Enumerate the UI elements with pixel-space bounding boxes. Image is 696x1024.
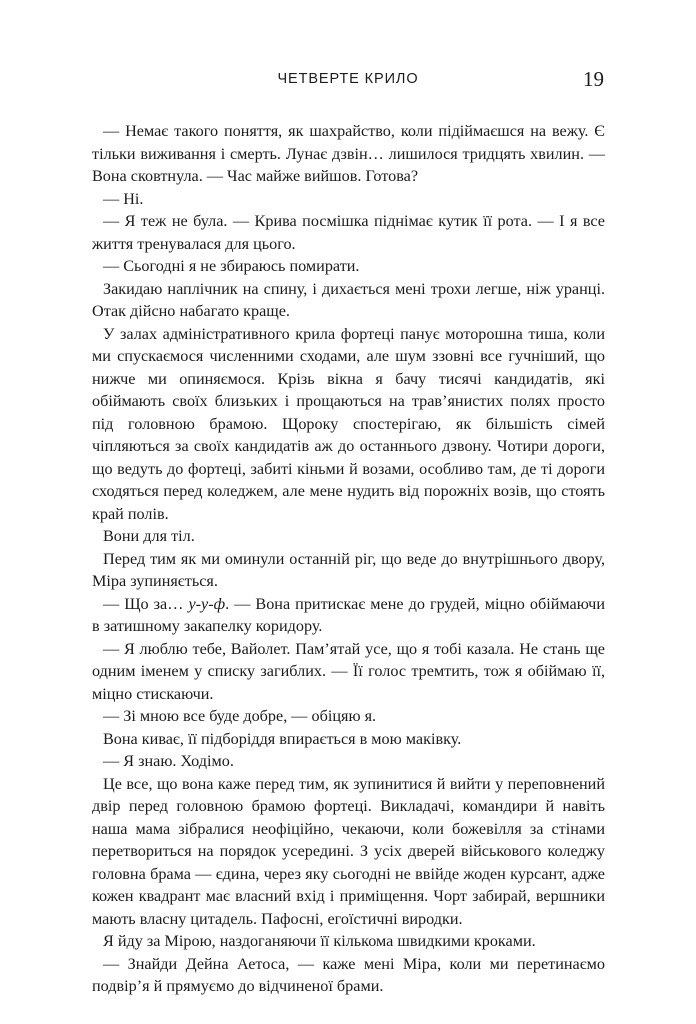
page-number: 19	[583, 67, 604, 91]
paragraph: Я йду за Мірою, наздоганяючи її кількома швидкими кроками.	[103, 932, 536, 950]
paragraph: Вона киває, її підборіддя впирається в мою маківку.	[103, 729, 462, 748]
paragraph: Вони для тіл.	[103, 527, 195, 545]
running-title: ЧЕТВЕРТЕ КРИЛО	[277, 71, 419, 87]
paragraph: — Зі мною все буде добре, — обіцяю я.	[103, 707, 377, 725]
paragraph: — Знайди Дейна Аетоса, — каже мені Міра, коли ми перетинаємо подвір’я й прямуємо до відчиненої брами.	[92, 954, 605, 995]
paragraph: — Я теж не була. — Крива посмішка піднімає кутик її рота. — І я все життя тренувалася для цього.	[92, 212, 605, 253]
paragraph: Закидаю наплічник на спину, і дихається мені трохи легше, ніж уранці. Отак дійсно набагато краще.	[92, 279, 605, 320]
paragraph-text: . — Вона притискає мене до грудей, міцно обіймаючи в затишному закапелку коридору.	[92, 594, 605, 635]
emphasis-text: у-у-ф	[188, 594, 226, 613]
paragraph: У залах адміністративного крила фортеці панує моторошна тиша, коли ми спускаємося численними сходами, але шум ззовні все гучніший, що нижче ми опиняємося. Крізь вікна я бачу тисячі кандидатів, які обіймають своїх близьких і прощаються на трав’янистих полях просто під головною брамою. Щороку спостерігаю, як більшість сімей чіпляються за своїх кандидатів аж до останнього дзвону. Чотири дороги, що ведуть до фортеці, забиті кіньми й возами, особливо там, де ті дороги сходяться перед коледжем, але мене нудить від порожніх возів, що стоять край полів.	[92, 324, 605, 523]
paragraph: — Ні.	[103, 189, 144, 208]
paragraph: — Сьогодні я не збираюсь помирати.	[103, 257, 360, 275]
paragraph-text: — Що за…	[103, 594, 189, 613]
body-text	[92, 120, 605, 998]
paragraph: — Немає такого поняття, як шахрайство, коли підіймаєшся на вежу. Є тільки виживання і смерть. Лунає дзвін… лишилося тридцять хвилин. — Вона сковтнула. — Час майже вийшов. Готова?	[92, 122, 605, 185]
paragraph: — Я знаю. Ходімо.	[103, 752, 234, 770]
paragraph: Це все, що вона каже перед тим, як зупинитися й вийти у переповнений двір перед головною брамою фортеці. Викладачі, командири й навіть наша мама зібралися неофіційно, чекаючи, коли божевілля за стінами перетвориться на порядок усередині. З усіх дверей військового коледжу головна брама — єдина, через яку сьогодні не ввійде жоден курсант, адже кожен квадрант має власний вхід і приміщення. Чорт забирай, вершники мають власну цитадель. Пафосні, егоїстичні виродки.	[92, 774, 605, 928]
running-head	[92, 66, 604, 92]
paragraph	[92, 593, 605, 638]
paragraph: Перед тим як ми оминули останній ріг, що веде до внутрішнього двору, Міра зупиняється.	[92, 549, 605, 590]
paragraph: — Я люблю тебе, Вайолет. Пам’ятай усе, що я тобі казала. Не стань ще одним іменем у списку загиблих. — Її голос тремтить, тож я обіймаю її, міцно стискаючи.	[92, 639, 605, 703]
